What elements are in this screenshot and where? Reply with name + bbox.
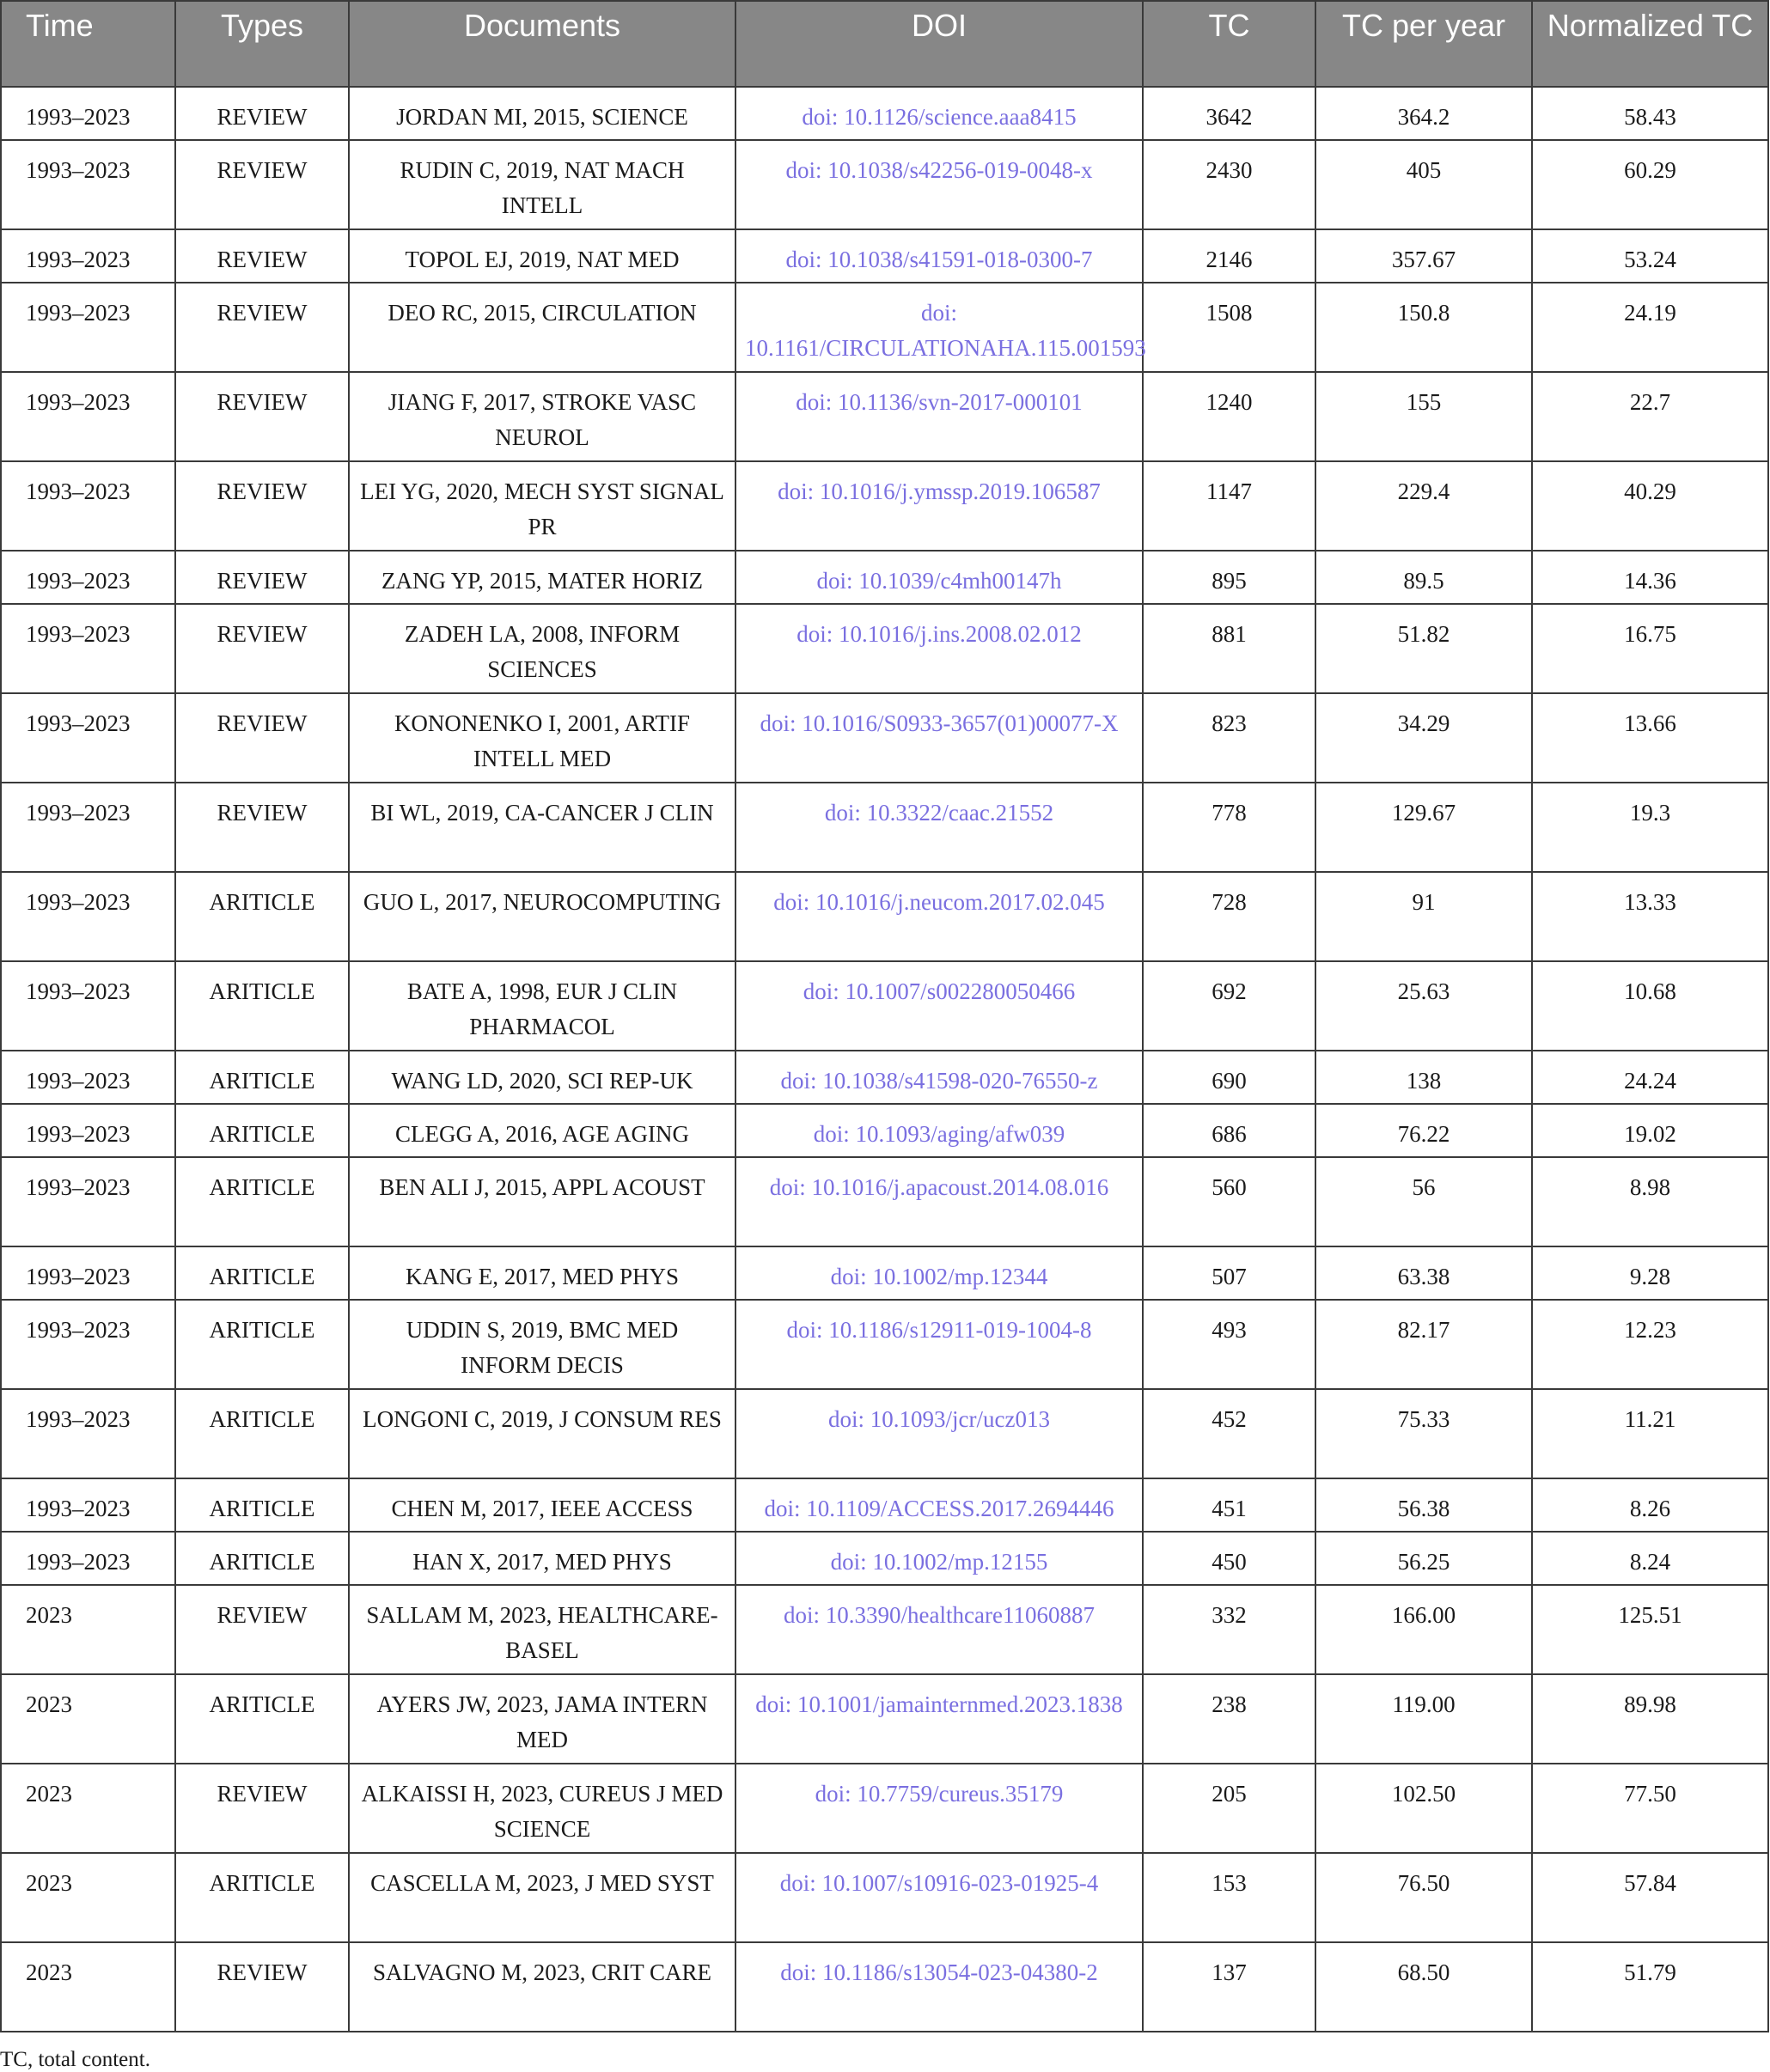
cell-doi-link[interactable]: doi: 10.1039/c4mh00147h [735,551,1143,604]
cell-time: 1993–2023 [1,1104,175,1157]
cell-document: DEO RC, 2015, CIRCULATION [349,283,735,372]
cell-doi-link[interactable]: doi: 10.3390/healthcare11060887 [735,1585,1143,1674]
cell-time: 1993–2023 [1,283,175,372]
cell-doi-link[interactable]: doi: 10.1186/s12911-019-1004-8 [735,1300,1143,1389]
cell-tc: 238 [1143,1674,1315,1764]
cell-time: 1993–2023 [1,140,175,229]
cell-tc: 2146 [1143,229,1315,283]
cell-tc: 2430 [1143,140,1315,229]
table-row [1,604,1768,693]
cell-time: 1993–2023 [1,461,175,551]
cell-tc-per-year: 150.8 [1315,283,1532,372]
table-row [1,1051,1768,1104]
cell-normalized-tc: 24.19 [1532,283,1768,372]
cell-type: ARITICLE [175,1300,349,1389]
cell-time: 1993–2023 [1,1478,175,1532]
cell-document: TOPOL EJ, 2019, NAT MED [349,229,735,283]
cell-normalized-tc: 53.24 [1532,229,1768,283]
cell-document: GUO L, 2017, NEUROCOMPUTING [349,872,735,961]
cell-document: KANG E, 2017, MED PHYS [349,1246,735,1300]
table-row [1,1853,1768,1942]
table-row [1,872,1768,961]
cell-doi-link[interactable]: doi: 10.1093/jcr/ucz013 [735,1389,1143,1478]
cell-tc: 3642 [1143,87,1315,140]
cell-tc-per-year: 82.17 [1315,1300,1532,1389]
cell-tc-per-year: 91 [1315,872,1532,961]
cell-type: REVIEW [175,693,349,783]
cell-time: 2023 [1,1942,175,2032]
table-row [1,1246,1768,1300]
cell-tc-per-year: 129.67 [1315,783,1532,872]
table-row [1,1942,1768,2032]
table-row [1,229,1768,283]
cell-doi-link[interactable]: doi: 10.1007/s10916-023-01925-4 [735,1853,1143,1942]
cell-doi-link[interactable]: doi: 10.1186/s13054-023-04380-2 [735,1942,1143,2032]
cell-normalized-tc: 125.51 [1532,1585,1768,1674]
cell-tc: 728 [1143,872,1315,961]
table-row [1,1389,1768,1478]
cell-doi-link[interactable]: doi: 10.1136/svn-2017-000101 [735,372,1143,461]
cell-doi-link[interactable]: doi: 10.3322/caac.21552 [735,783,1143,872]
cell-type: ARITICLE [175,1532,349,1585]
cell-document: WANG LD, 2020, SCI REP-UK [349,1051,735,1104]
cell-time: 1993–2023 [1,604,175,693]
cell-time: 1993–2023 [1,783,175,872]
table-footnote: TC, total content. [0,2048,150,2071]
cell-time: 1993–2023 [1,872,175,961]
cell-doi-link[interactable]: doi: 10.1038/s41598-020-76550-z [735,1051,1143,1104]
cell-tc-per-year: 166.00 [1315,1585,1532,1674]
cell-tc-per-year: 25.63 [1315,961,1532,1051]
cell-type: ARITICLE [175,1051,349,1104]
cell-tc-per-year: 51.82 [1315,604,1532,693]
cell-document: BEN ALI J, 2015, APPL ACOUST [349,1157,735,1246]
cell-tc: 451 [1143,1478,1315,1532]
cell-doi-link[interactable]: doi: 10.1038/s41591-018-0300-7 [735,229,1143,283]
table-row [1,551,1768,604]
cell-tc-per-year: 76.22 [1315,1104,1532,1157]
header-doi: DOI [735,1,1143,87]
cell-time: 1993–2023 [1,693,175,783]
cell-tc-per-year: 34.29 [1315,693,1532,783]
table-row [1,461,1768,551]
cell-document: LONGONI C, 2019, J CONSUM RES [349,1389,735,1478]
cell-tc: 205 [1143,1764,1315,1853]
cell-doi-link[interactable]: doi: 10.1016/j.ymssp.2019.106587 [735,461,1143,551]
cell-type: REVIEW [175,461,349,551]
cell-tc-per-year: 229.4 [1315,461,1532,551]
cell-time: 2023 [1,1674,175,1764]
cell-time: 2023 [1,1585,175,1674]
cell-type: REVIEW [175,551,349,604]
cell-type: ARITICLE [175,1389,349,1478]
cell-tc: 560 [1143,1157,1315,1246]
cell-type: REVIEW [175,87,349,140]
cell-time: 1993–2023 [1,87,175,140]
cell-document: CHEN M, 2017, IEEE ACCESS [349,1478,735,1532]
cell-normalized-tc: 16.75 [1532,604,1768,693]
cell-type: REVIEW [175,1585,349,1674]
cell-doi-link[interactable]: doi: 10.1126/science.aaa8415 [735,87,1143,140]
cell-type: REVIEW [175,140,349,229]
cell-doi-link[interactable]: doi: 10.7759/cureus.35179 [735,1764,1143,1853]
cell-normalized-tc: 11.21 [1532,1389,1768,1478]
cell-doi-link[interactable]: doi: 10.1093/aging/afw039 [735,1104,1143,1157]
cell-doi-link[interactable]: doi: 10.1002/mp.12155 [735,1532,1143,1585]
cell-type: REVIEW [175,229,349,283]
cell-normalized-tc: 13.66 [1532,693,1768,783]
cell-type: REVIEW [175,283,349,372]
cell-type: ARITICLE [175,1104,349,1157]
cell-tc-per-year: 138 [1315,1051,1532,1104]
cell-doi-link[interactable]: doi: 10.1001/jamainternmed.2023.1838 [735,1674,1143,1764]
cell-type: REVIEW [175,372,349,461]
cell-time: 1993–2023 [1,1157,175,1246]
cell-normalized-tc: 60.29 [1532,140,1768,229]
cell-tc: 493 [1143,1300,1315,1389]
cell-document: UDDIN S, 2019, BMC MED INFORM DECIS [349,1300,735,1389]
cell-document: JORDAN MI, 2015, SCIENCE [349,87,735,140]
cell-tc-per-year: 89.5 [1315,551,1532,604]
table-row [1,1478,1768,1532]
cell-normalized-tc: 8.98 [1532,1157,1768,1246]
cell-doi-link[interactable]: doi: 10.1016/j.apacoust.2014.08.016 [735,1157,1143,1246]
cell-normalized-tc: 8.24 [1532,1532,1768,1585]
cell-normalized-tc: 9.28 [1532,1246,1768,1300]
cell-tc: 507 [1143,1246,1315,1300]
cell-tc: 1147 [1143,461,1315,551]
table-row [1,1104,1768,1157]
cell-type: ARITICLE [175,872,349,961]
cell-time: 1993–2023 [1,372,175,461]
cell-tc-per-year: 119.00 [1315,1674,1532,1764]
cell-time: 1993–2023 [1,1389,175,1478]
header-time: Time [1,1,175,87]
cell-tc: 778 [1143,783,1315,872]
cell-tc: 1508 [1143,283,1315,372]
table-row [1,1585,1768,1674]
cell-tc-per-year: 102.50 [1315,1764,1532,1853]
table-row [1,783,1768,872]
cell-document: CLEGG A, 2016, AGE AGING [349,1104,735,1157]
cell-tc-per-year: 357.67 [1315,229,1532,283]
cell-document: ALKAISSI H, 2023, CUREUS J MED SCIENCE [349,1764,735,1853]
cell-document: SALLAM M, 2023, HEALTHCARE-BASEL [349,1585,735,1674]
cell-time: 1993–2023 [1,229,175,283]
cell-type: ARITICLE [175,1157,349,1246]
cell-time: 1993–2023 [1,1300,175,1389]
cell-time: 1993–2023 [1,1246,175,1300]
cell-doi-link[interactable]: doi: 10.1161/CIRCULATIONAHA.115.001593 [735,283,1143,372]
cell-tc-per-year: 56.38 [1315,1478,1532,1532]
cell-tc-per-year: 56.25 [1315,1532,1532,1585]
cell-tc-per-year: 76.50 [1315,1853,1532,1942]
cell-time: 1993–2023 [1,1532,175,1585]
cell-tc: 332 [1143,1585,1315,1674]
table-row [1,1764,1768,1853]
cell-normalized-tc: 51.79 [1532,1942,1768,2032]
cell-tc: 686 [1143,1104,1315,1157]
cell-type: ARITICLE [175,1853,349,1942]
table-row [1,1674,1768,1764]
cell-normalized-tc: 40.29 [1532,461,1768,551]
cell-tc-per-year: 56 [1315,1157,1532,1246]
cell-normalized-tc: 12.23 [1532,1300,1768,1389]
cell-type: ARITICLE [175,1246,349,1300]
header-normalized-tc: Normalized TC [1532,1,1768,87]
cell-normalized-tc: 13.33 [1532,872,1768,961]
cell-normalized-tc: 19.02 [1532,1104,1768,1157]
cell-tc-per-year: 63.38 [1315,1246,1532,1300]
table-row [1,372,1768,461]
table-row [1,693,1768,783]
cell-tc: 1240 [1143,372,1315,461]
cell-tc: 823 [1143,693,1315,783]
table-row [1,87,1768,140]
header-row [1,1,1768,87]
table-row [1,140,1768,229]
cell-type: ARITICLE [175,1478,349,1532]
cell-document: AYERS JW, 2023, JAMA INTERN MED [349,1674,735,1764]
cell-time: 2023 [1,1764,175,1853]
cell-tc-per-year: 364.2 [1315,87,1532,140]
header-documents: Documents [349,1,735,87]
cell-tc-per-year: 155 [1315,372,1532,461]
cell-time: 2023 [1,1853,175,1942]
cell-normalized-tc: 58.43 [1532,87,1768,140]
cell-tc: 452 [1143,1389,1315,1478]
cell-doi-link[interactable]: doi: 10.1002/mp.12344 [735,1246,1143,1300]
cell-document: RUDIN C, 2019, NAT MACH INTELL [349,140,735,229]
cell-tc: 153 [1143,1853,1315,1942]
cell-time: 1993–2023 [1,1051,175,1104]
cell-time: 1993–2023 [1,551,175,604]
cell-document: CASCELLA M, 2023, J MED SYST [349,1853,735,1942]
header-types: Types [175,1,349,87]
cell-type: REVIEW [175,1942,349,2032]
cell-tc-per-year: 68.50 [1315,1942,1532,2032]
table-row [1,1157,1768,1246]
cell-normalized-tc: 22.7 [1532,372,1768,461]
cell-doi-link[interactable]: doi: 10.1016/j.ins.2008.02.012 [735,604,1143,693]
cell-type: ARITICLE [175,1674,349,1764]
cell-document: JIANG F, 2017, STROKE VASC NEUROL [349,372,735,461]
cell-document: BATE A, 1998, EUR J CLIN PHARMACOL [349,961,735,1051]
cell-normalized-tc: 19.3 [1532,783,1768,872]
cell-document: ZADEH LA, 2008, INFORM SCIENCES [349,604,735,693]
cell-normalized-tc: 57.84 [1532,1853,1768,1942]
cell-document: HAN X, 2017, MED PHYS [349,1532,735,1585]
header-tc-per-year: TC per year [1315,1,1532,87]
cell-document: BI WL, 2019, CA-CANCER J CLIN [349,783,735,872]
cell-time: 1993–2023 [1,961,175,1051]
table-row [1,283,1768,372]
cell-normalized-tc: 8.26 [1532,1478,1768,1532]
cell-doi-link[interactable]: doi: 10.1038/s42256-019-0048-x [735,140,1143,229]
cell-tc: 881 [1143,604,1315,693]
cell-tc: 895 [1143,551,1315,604]
cell-doi-link[interactable]: doi: 10.1007/s002280050466 [735,961,1143,1051]
table-row [1,961,1768,1051]
cell-normalized-tc: 77.50 [1532,1764,1768,1853]
cell-doi-link[interactable]: doi: 10.1109/ACCESS.2017.2694446 [735,1478,1143,1532]
cell-normalized-tc: 14.36 [1532,551,1768,604]
cell-type: REVIEW [175,604,349,693]
cell-doi-link[interactable]: doi: 10.1016/j.neucom.2017.02.045 [735,872,1143,961]
cell-doi-link[interactable]: doi: 10.1016/S0933-3657(01)00077-X [735,693,1143,783]
cell-document: SALVAGNO M, 2023, CRIT CARE [349,1942,735,2032]
cell-document: KONONENKO I, 2001, ARTIF INTELL MED [349,693,735,783]
cell-type: REVIEW [175,783,349,872]
cell-normalized-tc: 10.68 [1532,961,1768,1051]
cell-tc: 692 [1143,961,1315,1051]
cell-document: ZANG YP, 2015, MATER HORIZ [349,551,735,604]
cell-tc-per-year: 405 [1315,140,1532,229]
cell-tc: 690 [1143,1051,1315,1104]
cell-normalized-tc: 89.98 [1532,1674,1768,1764]
cell-type: REVIEW [175,1764,349,1853]
cell-tc: 450 [1143,1532,1315,1585]
cell-type: ARITICLE [175,961,349,1051]
table-row [1,1300,1768,1389]
cell-tc: 137 [1143,1942,1315,2032]
cell-tc-per-year: 75.33 [1315,1389,1532,1478]
table-row [1,1532,1768,1585]
header-tc: TC [1143,1,1315,87]
cell-normalized-tc: 24.24 [1532,1051,1768,1104]
cell-document: LEI YG, 2020, MECH SYST SIGNAL PR [349,461,735,551]
